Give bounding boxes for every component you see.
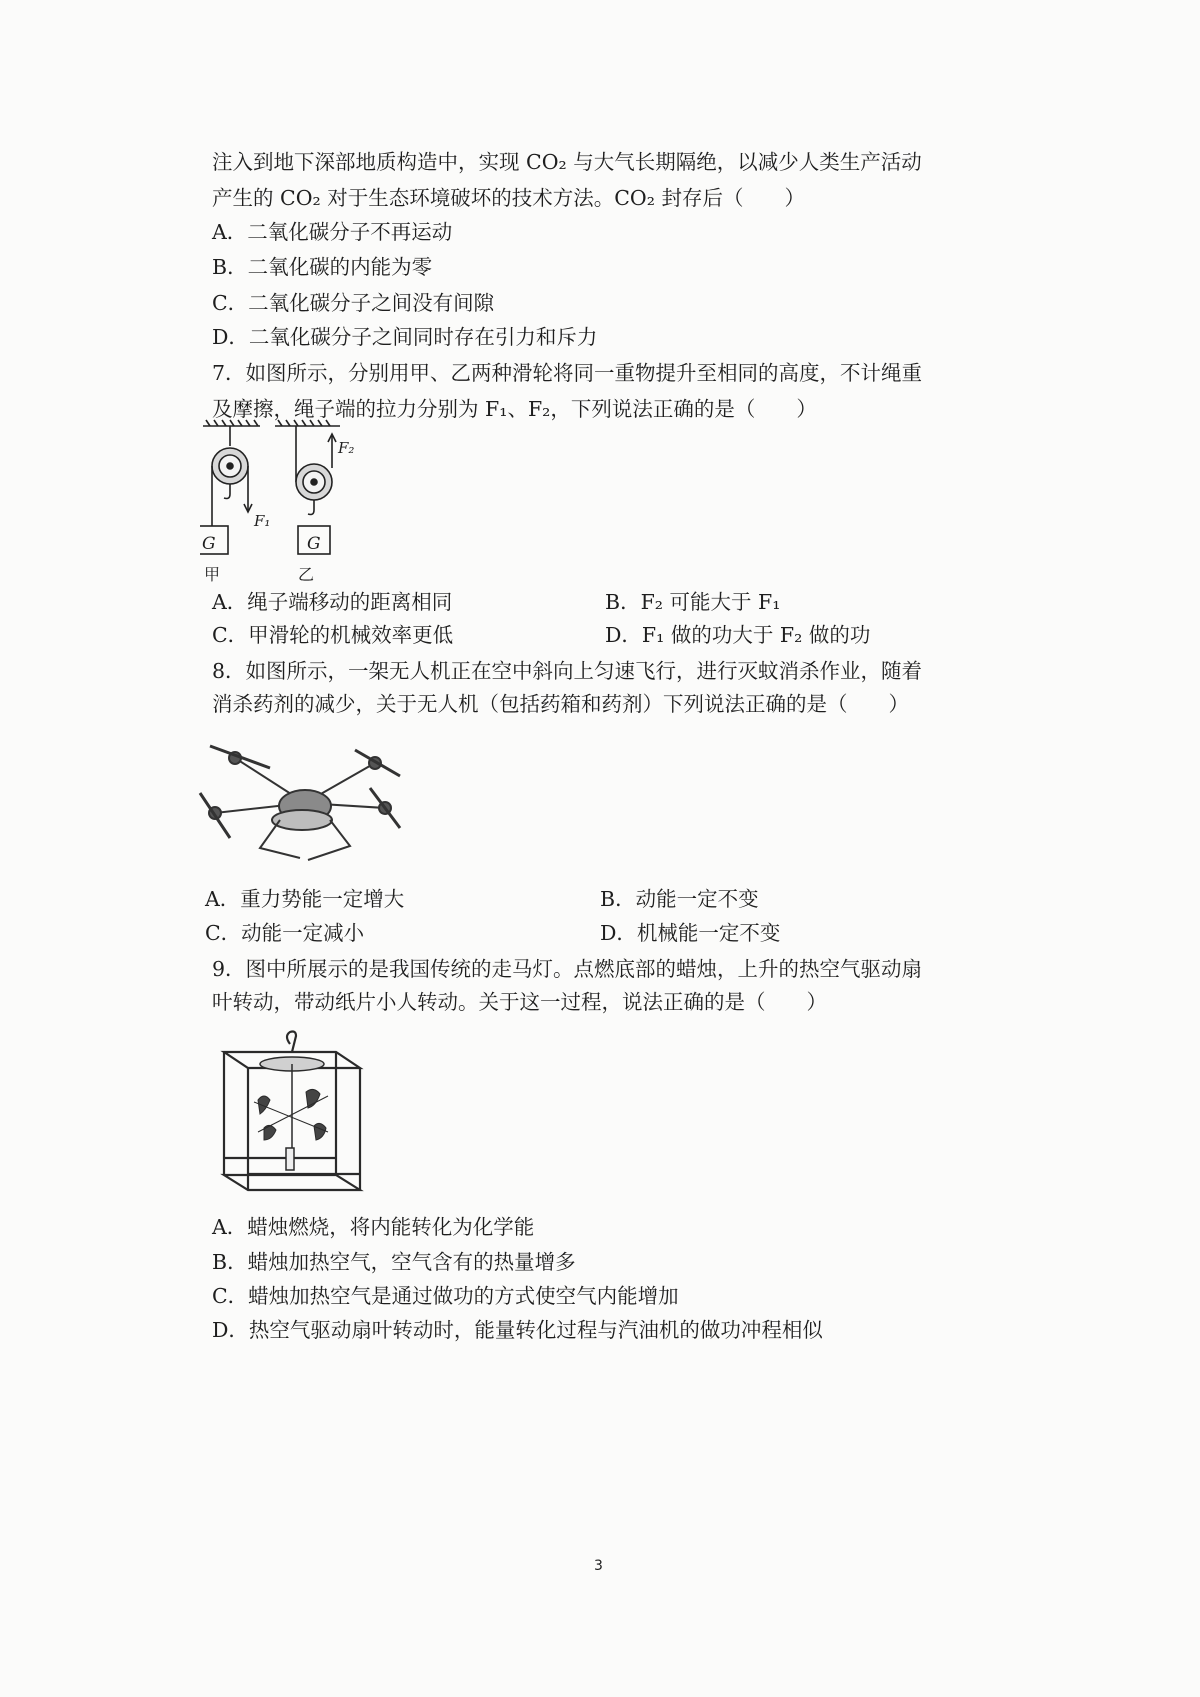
q6-text-line1: 注入到地下深部地质构造中，实现 CO₂ 与大气长期隔绝，以减少人类生产活动 [212, 150, 922, 174]
lantern-figure [218, 1030, 368, 1200]
drone-figure [190, 728, 420, 868]
left-box-label: G [202, 534, 216, 554]
q7-option-c: C．甲滑轮的机械效率更低 [212, 623, 454, 647]
q8-text-line1: 8．如图所示，一架无人机正在空中斜向上匀速飞行，进行灭蚊消杀作业，随着 [212, 659, 923, 683]
q6-option-a: A．二氧化碳分子不再运动 [212, 220, 453, 244]
q9-option-d: D．热空气驱动扇叶转动时，能量转化过程与汽油机的做功冲程相似 [212, 1318, 823, 1342]
q8-option-b: B．动能一定不变 [600, 887, 759, 911]
q7-option-a: A．绳子端移动的距离相同 [212, 590, 453, 614]
q8-option-a: A．重力势能一定增大 [205, 887, 405, 911]
q9-text-line2: 叶转动，带动纸片小人转动。关于这一过程，说法正确的是（ ） [212, 990, 827, 1014]
page-number: 3 [594, 1558, 603, 1574]
q7-text-line1: 7．如图所示，分别用甲、乙两种滑轮将同一重物提升至相同的高度，不计绳重 [212, 361, 923, 385]
q9-option-a: A．蜡烛燃烧，将内能转化为化学能 [212, 1215, 535, 1239]
q6-option-c: C．二氧化碳分子之间没有间隙 [212, 291, 495, 315]
force-f1-label: F₁ [254, 512, 271, 530]
right-box-label: G [307, 534, 321, 554]
q8-option-d: D．机械能一定不变 [600, 921, 781, 945]
q6-option-b: B．二氧化碳的内能为零 [212, 255, 433, 279]
force-f2-label: F₂ [338, 439, 355, 457]
q7-text-line2: 及摩擦，绳子端的拉力分别为 F₁、F₂，下列说法正确的是（ ） [212, 397, 817, 421]
q8-option-c: C．动能一定减小 [205, 921, 365, 945]
q9-option-b: B．蜡烛加热空气，空气含有的热量增多 [212, 1250, 576, 1274]
right-caption: 乙 [298, 565, 315, 584]
q6-text-line2: 产生的 CO₂ 对于生态环境破坏的技术方法。CO₂ 封存后（ ） [212, 186, 805, 210]
left-caption: 甲 [204, 565, 221, 584]
q8-text-line2: 消杀药剂的减少，关于无人机（包括药箱和药剂）下列说法正确的是（ ） [212, 692, 909, 716]
q9-option-c: C．蜡烛加热空气是通过做功的方式使空气内能增加 [212, 1284, 679, 1308]
q9-text-line1: 9．图中所展示的是我国传统的走马灯。点燃底部的蜡烛，上升的热空气驱动扇 [212, 957, 923, 981]
q7-option-d: D．F₁ 做的功大于 F₂ 做的功 [605, 623, 871, 647]
q7-option-b: B．F₂ 可能大于 F₁ [605, 590, 781, 614]
q6-option-d: D．二氧化碳分子之间同时存在引力和斥力 [212, 325, 598, 349]
